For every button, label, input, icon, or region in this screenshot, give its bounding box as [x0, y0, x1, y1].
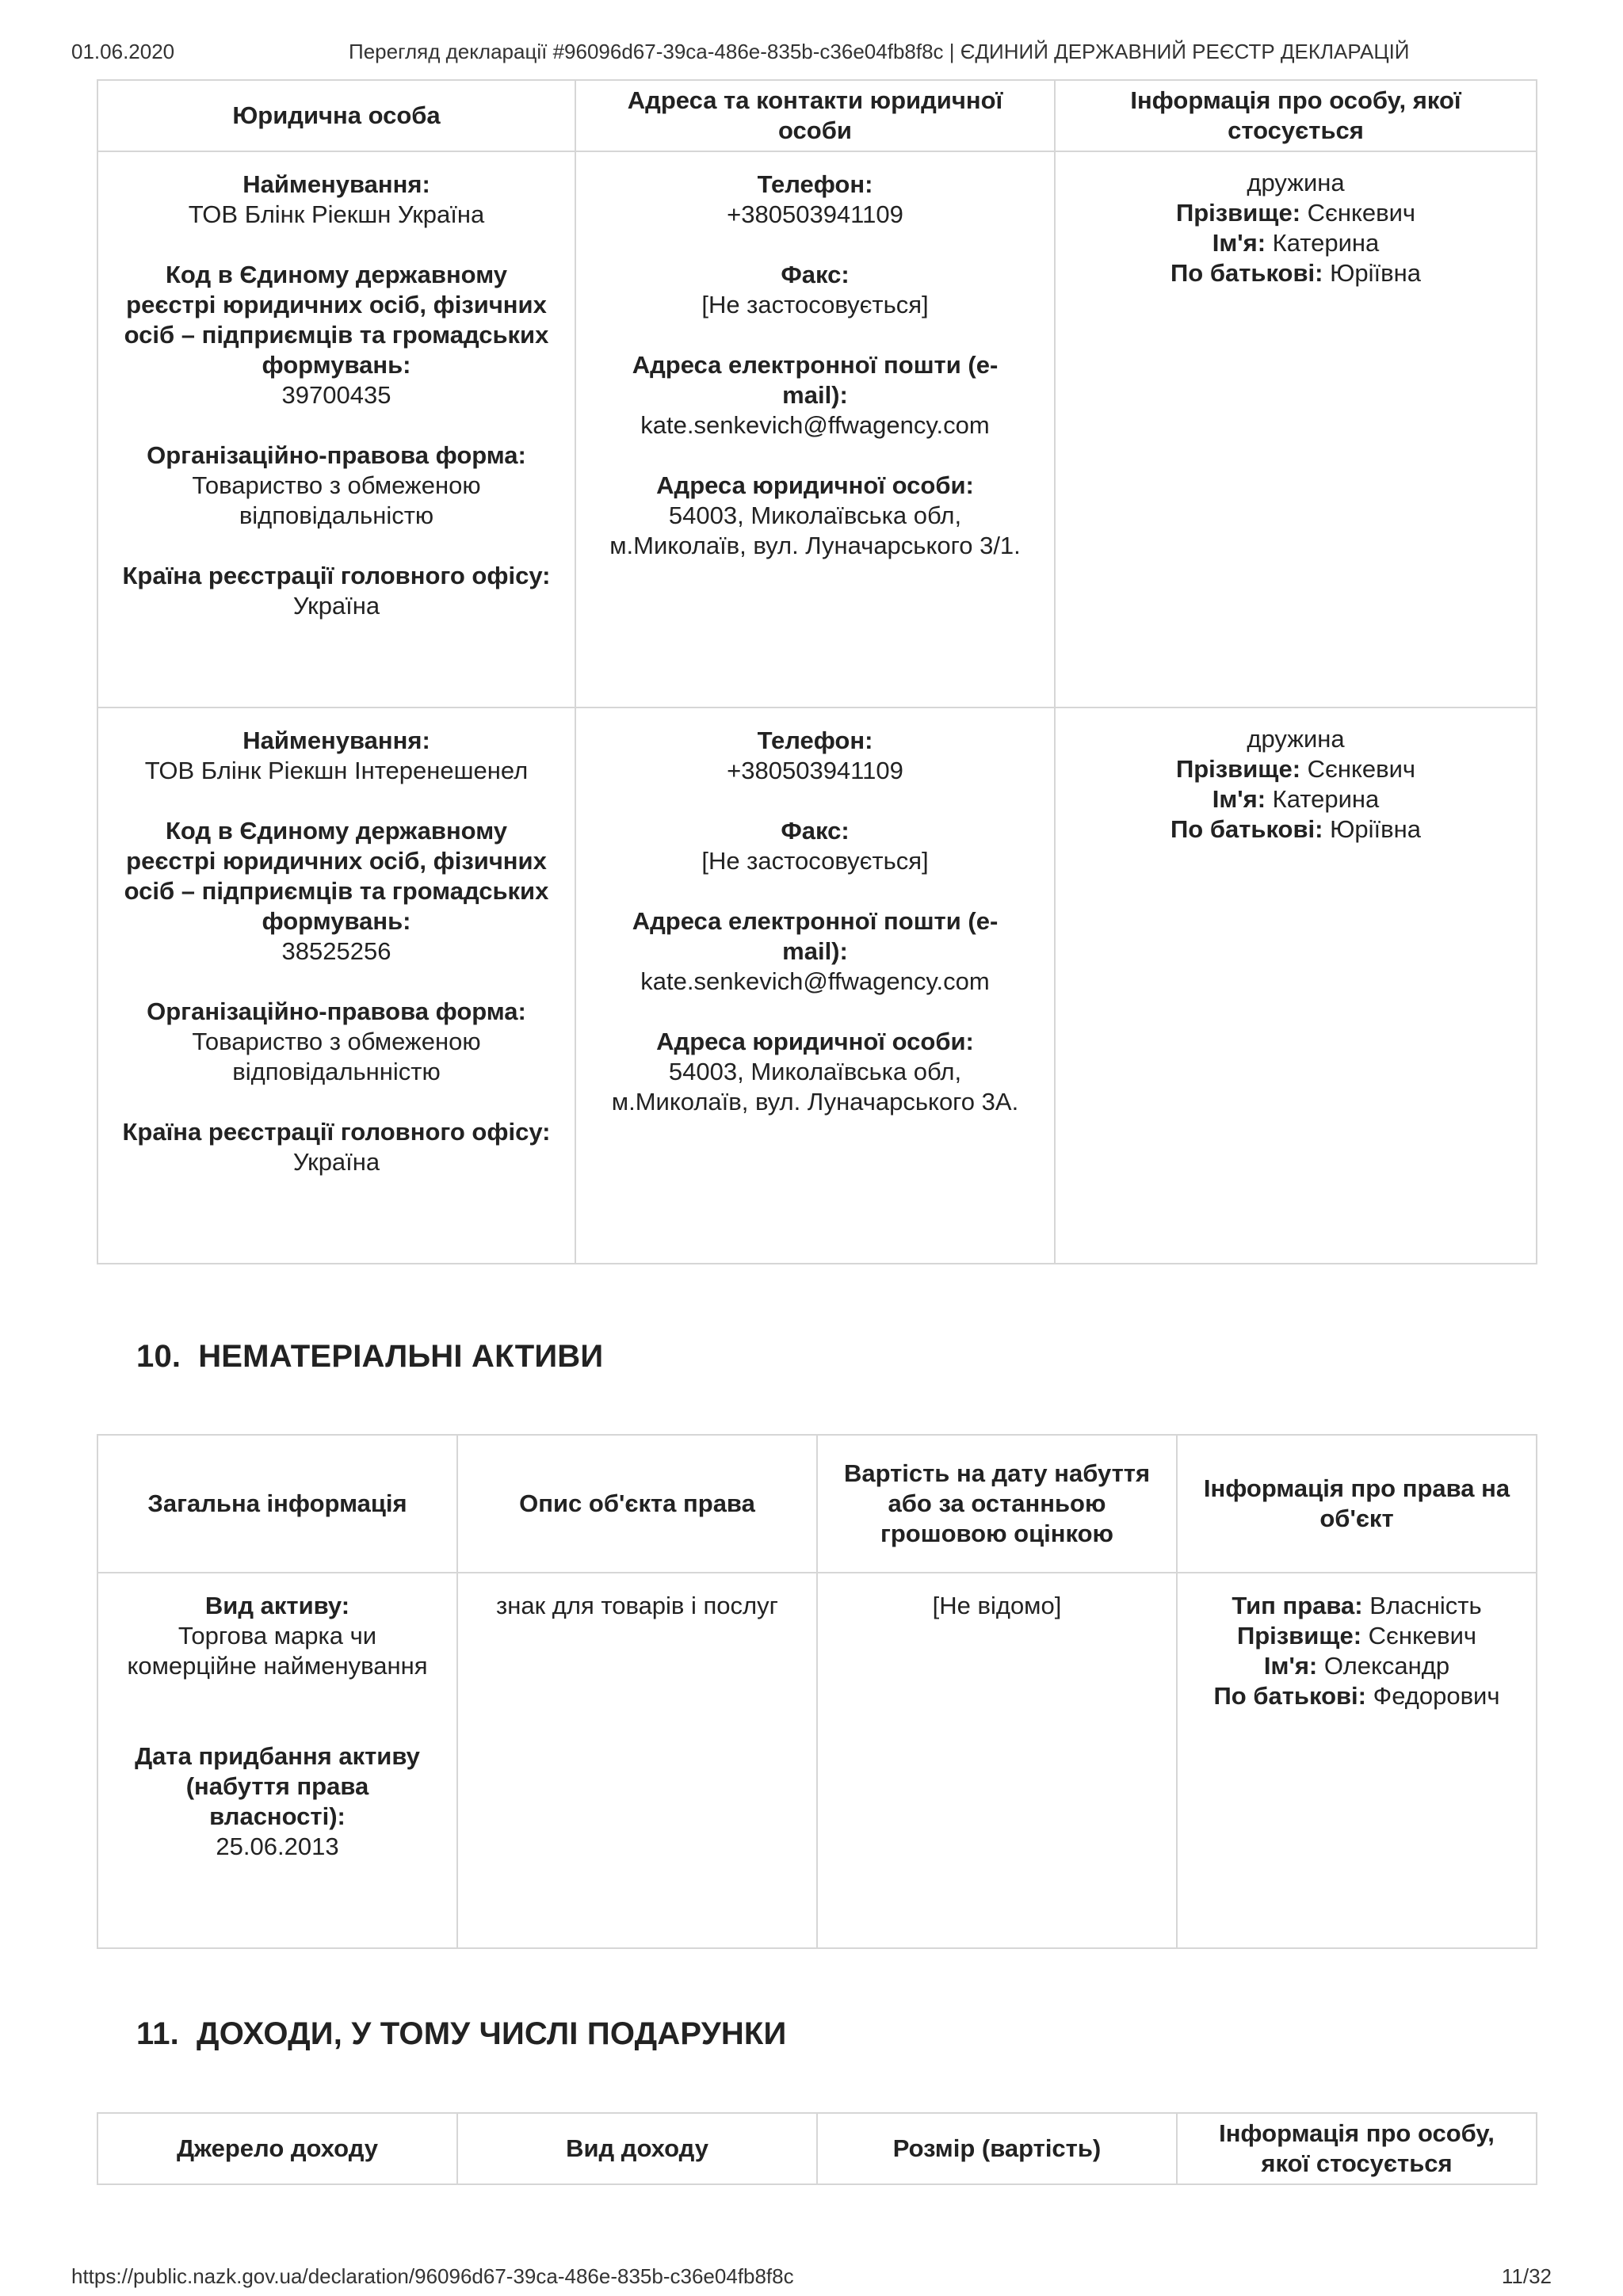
section-number: 11. — [136, 2016, 179, 2051]
related-person-cell — [1055, 151, 1537, 707]
legal-form: Товариство з обмеженою відповідальністю — [192, 471, 481, 529]
label-fax: Факс: — [781, 817, 850, 845]
legal-entities-table — [97, 79, 1537, 1264]
first-name: Олександр — [1323, 1652, 1450, 1680]
section-title: НЕМАТЕРІАЛЬНІ АКТИВИ — [198, 1339, 604, 1374]
legal-entity-cell — [97, 151, 575, 707]
patronymic: Юріївна — [1330, 815, 1421, 843]
contacts-cell — [575, 151, 1055, 707]
label-address: Адреса юридичної особи: — [656, 471, 974, 499]
surname: Сєнкевич — [1307, 199, 1416, 227]
entity-name: ТОВ Блінк Ріекшн Інтеренешенел — [144, 757, 529, 784]
relation: дружина — [1247, 725, 1345, 753]
label-first-name: Ім'я: — [1212, 785, 1266, 813]
section-11-heading — [136, 2016, 787, 2052]
table-row — [97, 1573, 1537, 1948]
intangible-assets-table — [97, 1434, 1537, 1949]
first-name: Катерина — [1272, 229, 1380, 257]
column-header-value: Вартість на дату набуття або за останньою грошовою оцінкою — [817, 1435, 1177, 1573]
label-address: Адреса юридичної особи: — [656, 1028, 974, 1055]
label-phone: Телефон: — [757, 727, 873, 754]
surname: Сєнкевич — [1307, 755, 1416, 783]
table-row — [97, 707, 1537, 1264]
surname: Сєнкевич — [1368, 1622, 1477, 1650]
label-country: Країна реєстрації головного офісу: — [122, 1118, 551, 1146]
page-number: 11/32 — [1501, 2264, 1552, 2288]
section-10-heading — [136, 1339, 603, 1375]
section-number: 10. — [136, 1339, 181, 1374]
label-name: Найменування: — [242, 727, 430, 754]
column-header-address-contacts: Адреса та контакти юридичної особи — [575, 80, 1055, 151]
relation: дружина — [1247, 169, 1345, 196]
label-surname: Прізвище: — [1175, 755, 1301, 783]
general-info-cell — [97, 1573, 457, 1948]
legal-entity-cell — [97, 707, 575, 1264]
column-header-general-info: Загальна інформація — [97, 1435, 457, 1573]
table-row — [97, 151, 1537, 707]
section-title: ДОХОДИ, У ТОМУ ЧИСЛІ ПОДАРУНКИ — [197, 2016, 787, 2051]
label-patronymic: По батькові: — [1170, 259, 1323, 287]
label-registry-code: Код в Єдиному державному реєстрі юридичних осіб, фізичних осіб – підприємців та громадських формувань: — [124, 261, 549, 379]
label-email: Адреса електронної пошти (e-mail): — [632, 351, 999, 409]
column-header-income-type: Вид доходу — [457, 2113, 817, 2184]
asset-type: Торгова марка чи комерційне найменування — [127, 1622, 428, 1680]
country: Україна — [292, 592, 380, 620]
column-header-related-person: Інформація про особу, якої стосується — [1177, 2113, 1537, 2184]
label-name: Найменування: — [242, 170, 430, 198]
column-header-income-source: Джерело доходу — [97, 2113, 457, 2184]
column-header-legal-entity: Юридична особа — [97, 80, 575, 151]
fax: [Не застосовується] — [701, 847, 929, 875]
rights-info-cell — [1177, 1573, 1537, 1948]
legal-form: Товариство з обмеженою відповідальнністю — [192, 1028, 481, 1085]
label-patronymic: По батькові: — [1170, 815, 1323, 843]
label-first-name: Ім'я: — [1263, 1652, 1318, 1680]
income-table — [97, 2112, 1537, 2185]
email: kate.senkevich@ffwagency.com — [640, 967, 990, 995]
fax: [Не застосовується] — [701, 291, 929, 318]
phone: +380503941109 — [727, 200, 903, 228]
label-patronymic: По батькові: — [1213, 1682, 1366, 1710]
entity-name: ТОВ Блінк Ріекшн Україна — [188, 200, 485, 228]
table-header-row — [97, 2113, 1537, 2184]
acquisition-date: 25.06.2013 — [216, 1833, 339, 1860]
table-header-row — [97, 1435, 1537, 1573]
address: 54003, Миколаївська обл, м.Миколаїв, вул. Луначарського 3/1. — [609, 502, 1021, 559]
object-description-cell: знак для товарів і послуг — [457, 1573, 817, 1948]
column-header-rights-info: Інформація про права на об'єкт — [1177, 1435, 1537, 1573]
table-header-row — [97, 80, 1537, 151]
label-fax: Факс: — [781, 261, 850, 288]
label-asset-type: Вид активу: — [204, 1592, 350, 1619]
related-person-cell — [1055, 707, 1537, 1264]
registry-code: 39700435 — [281, 381, 391, 409]
label-first-name: Ім'я: — [1212, 229, 1266, 257]
value-cell: [Не відомо] — [817, 1573, 1177, 1948]
label-country: Країна реєстрації головного офісу: — [122, 562, 551, 589]
label-legal-form: Організаційно-правова форма: — [147, 997, 526, 1025]
print-header — [71, 40, 1552, 67]
label-phone: Телефон: — [757, 170, 873, 198]
label-registry-code: Код в Єдиному державному реєстрі юридичних осіб, фізичних осіб – підприємців та громадських формувань: — [124, 817, 549, 935]
print-page-title: Перегляд декларації #96096d67-39ca-486e-835b-c36e04fb8f8c | ЄДИНИЙ ДЕРЖАВНИЙ РЕЄСТР ДЕКЛАРАЦІЙ — [349, 40, 1410, 63]
patronymic: Юріївна — [1330, 259, 1421, 287]
first-name: Катерина — [1272, 785, 1380, 813]
column-header-related-person: Інформація про особу, якої стосується — [1055, 80, 1537, 151]
registry-code: 38525256 — [281, 937, 391, 965]
label-right-type: Тип права: — [1232, 1592, 1363, 1619]
label-surname: Прізвище: — [1175, 199, 1301, 227]
print-date: 01.06.2020 — [71, 40, 175, 63]
right-type: Власність — [1369, 1592, 1482, 1619]
patronymic: Федорович — [1373, 1682, 1500, 1710]
phone: +380503941109 — [727, 757, 903, 784]
page-url: https://public.nazk.gov.ua/declaration/96096d67-39ca-486e-835b-c36e04fb8f8c — [71, 2264, 794, 2288]
column-header-amount: Розмір (вартість) — [817, 2113, 1177, 2184]
column-header-object-description: Опис об'єкта права — [457, 1435, 817, 1573]
label-surname: Прізвище: — [1236, 1622, 1362, 1650]
label-email: Адреса електронної пошти (e-mail): — [632, 907, 999, 965]
email: kate.senkevich@ffwagency.com — [640, 411, 990, 439]
contacts-cell — [575, 707, 1055, 1264]
country: Україна — [292, 1148, 380, 1176]
label-acquisition-date: Дата придбання активу (набуття права власності): — [135, 1742, 420, 1830]
address: 54003, Миколаївська обл, м.Миколаїв, вул. Луначарського 3А. — [611, 1058, 1019, 1116]
label-legal-form: Організаційно-правова форма: — [147, 441, 526, 469]
